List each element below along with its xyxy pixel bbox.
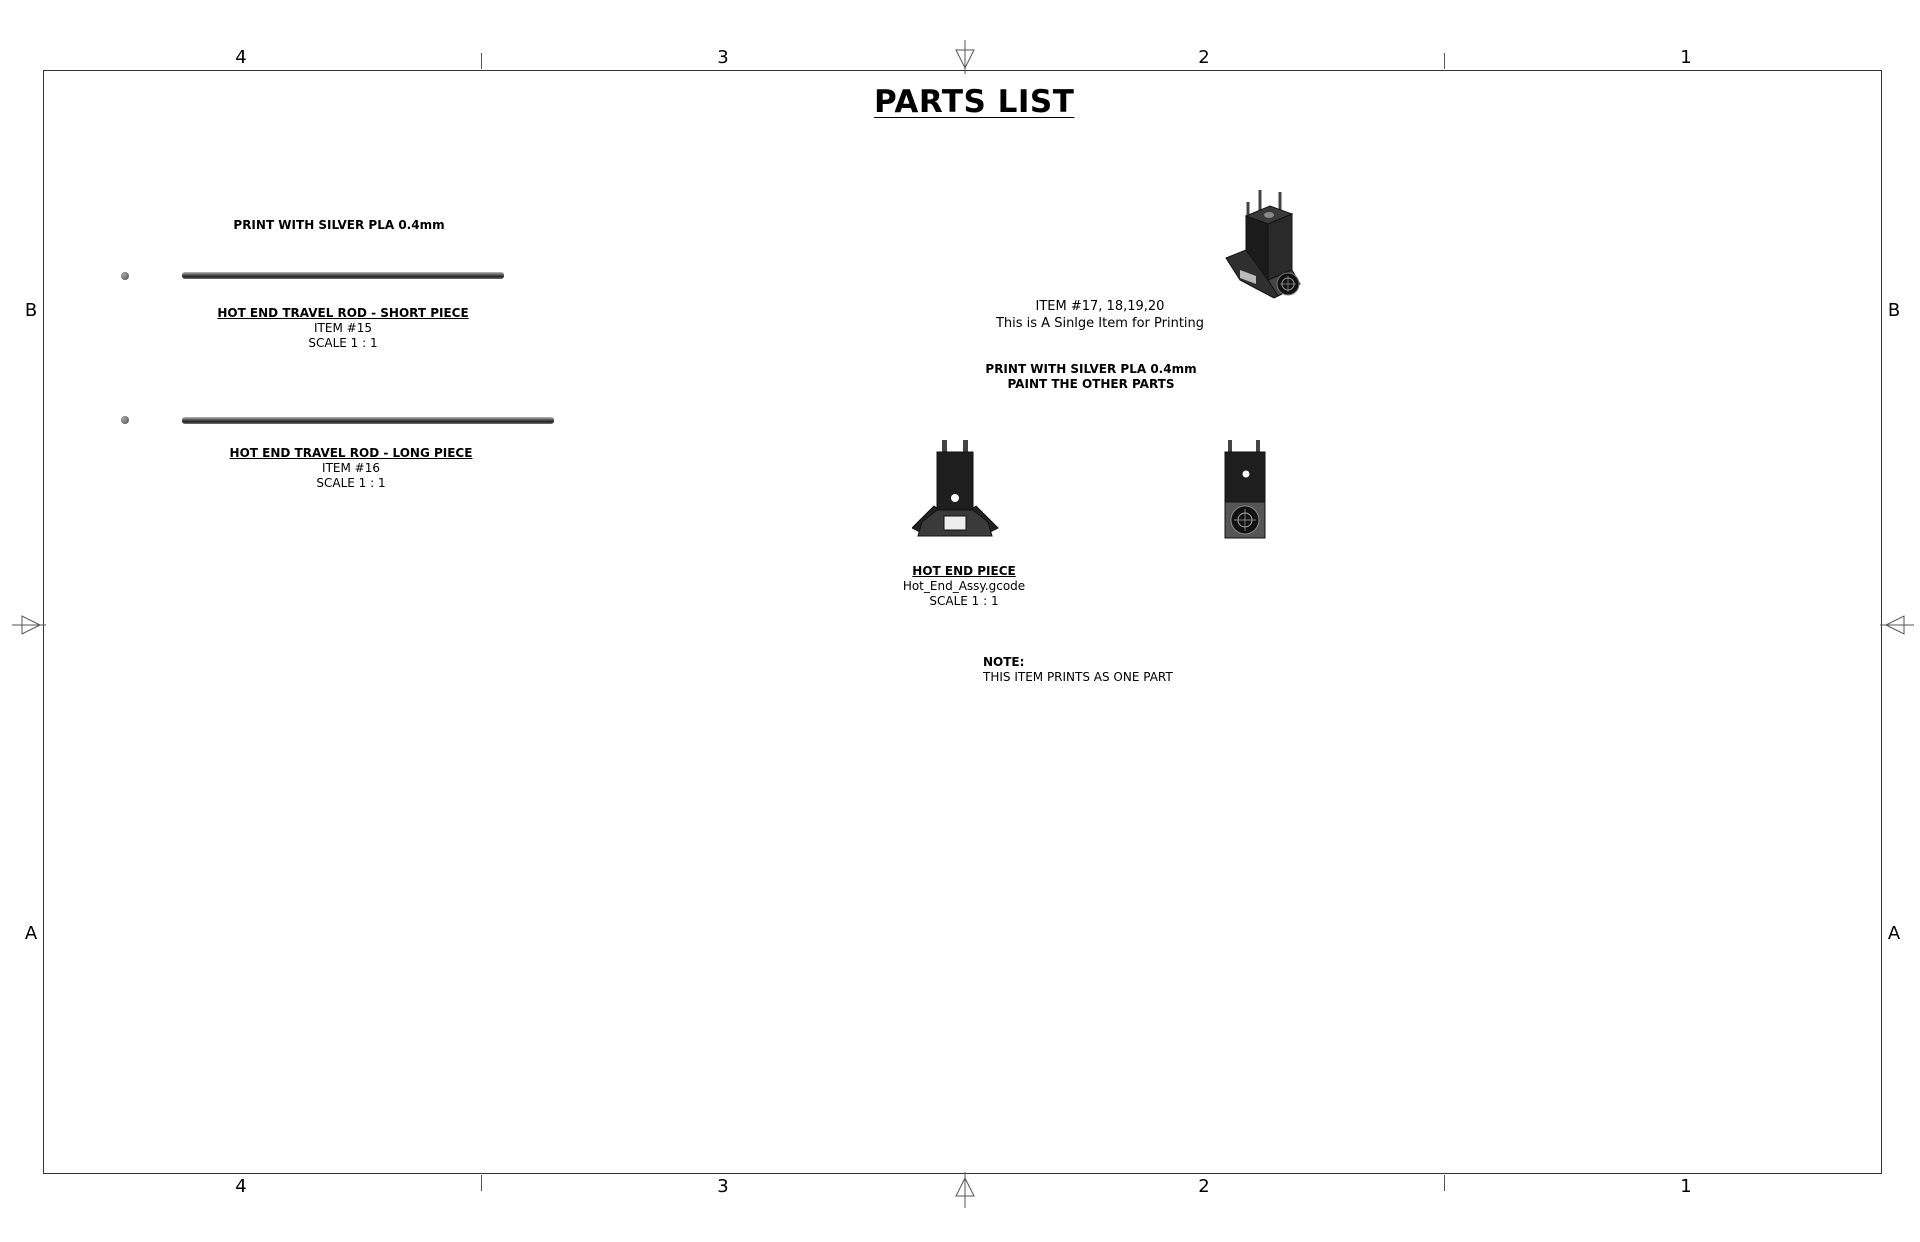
long-rod-scale: SCALE 1 : 1 <box>316 476 386 490</box>
zone-label-bottom-2: 2 <box>1198 1176 1210 1197</box>
long-rod-side-view <box>182 417 554 424</box>
long-rod-name: HOT END TRAVEL ROD - LONG PIECE <box>229 446 473 460</box>
zone-label-top-4: 4 <box>235 47 247 68</box>
assembly-description: This is A Sinlge Item for Printing <box>995 316 1205 331</box>
assembly-items: ITEM #17, 18,19,20 <box>1035 299 1165 314</box>
center-mark-bottom-icon <box>950 1172 980 1208</box>
zone-label-top-1: 1 <box>1680 47 1692 68</box>
long-rod-item: ITEM #16 <box>322 461 380 475</box>
center-mark-left-icon <box>12 610 46 640</box>
hot-end-file: Hot_End_Assy.gcode <box>902 579 1026 593</box>
note-heading: NOTE: <box>983 655 1025 669</box>
zone-label-right-a: A <box>1887 923 1901 944</box>
zone-label-right-b: B <box>1887 300 1901 321</box>
short-rod-scale: SCALE 1 : 1 <box>308 336 378 350</box>
center-mark-top-icon <box>950 40 980 74</box>
drawing-border <box>43 70 1882 1174</box>
hot-end-isometric-view <box>1222 188 1322 314</box>
zone-tick <box>1444 53 1445 69</box>
zone-label-top-2: 2 <box>1198 47 1210 68</box>
hot-end-caption <box>903 564 1025 609</box>
page-title: PARTS LIST <box>874 84 1075 120</box>
hot-end-scale: SCALE 1 : 1 <box>929 594 999 608</box>
long-rod-end-view <box>121 416 129 424</box>
zone-tick <box>481 53 482 69</box>
short-rod-name: HOT END TRAVEL ROD - SHORT PIECE <box>217 306 469 320</box>
short-rod-caption <box>217 306 468 351</box>
assembly-print-notes <box>985 362 1196 392</box>
short-rod-end-view <box>121 272 129 280</box>
note-text: THIS ITEM PRINTS AS ONE PART <box>983 670 1173 684</box>
short-rod-item: ITEM #15 <box>314 321 372 335</box>
assembly-print-note-2: PAINT THE OTHER PARTS <box>1007 377 1175 391</box>
zone-label-bottom-1: 1 <box>1680 1176 1692 1197</box>
assembly-print-note-1: PRINT WITH SILVER PLA 0.4mm <box>985 362 1197 376</box>
zone-label-bottom-4: 4 <box>235 1176 247 1197</box>
zone-label-top-3: 3 <box>717 47 729 68</box>
zone-tick <box>1444 1175 1445 1191</box>
left-print-note: PRINT WITH SILVER PLA 0.4mm <box>233 218 445 232</box>
center-mark-right-icon <box>1880 610 1914 640</box>
zone-label-bottom-3: 3 <box>717 1176 729 1197</box>
zone-tick <box>481 1175 482 1191</box>
hot-end-name: HOT END PIECE <box>912 564 1016 578</box>
note-block <box>983 655 1173 685</box>
zone-label-left-b: B <box>24 300 38 321</box>
assembly-caption <box>996 298 1204 332</box>
zone-label-left-a: A <box>24 923 38 944</box>
hot-end-side-view <box>1222 440 1272 540</box>
short-rod-side-view <box>182 272 504 279</box>
long-rod-caption <box>230 446 473 491</box>
hot-end-front-view <box>912 440 1018 542</box>
